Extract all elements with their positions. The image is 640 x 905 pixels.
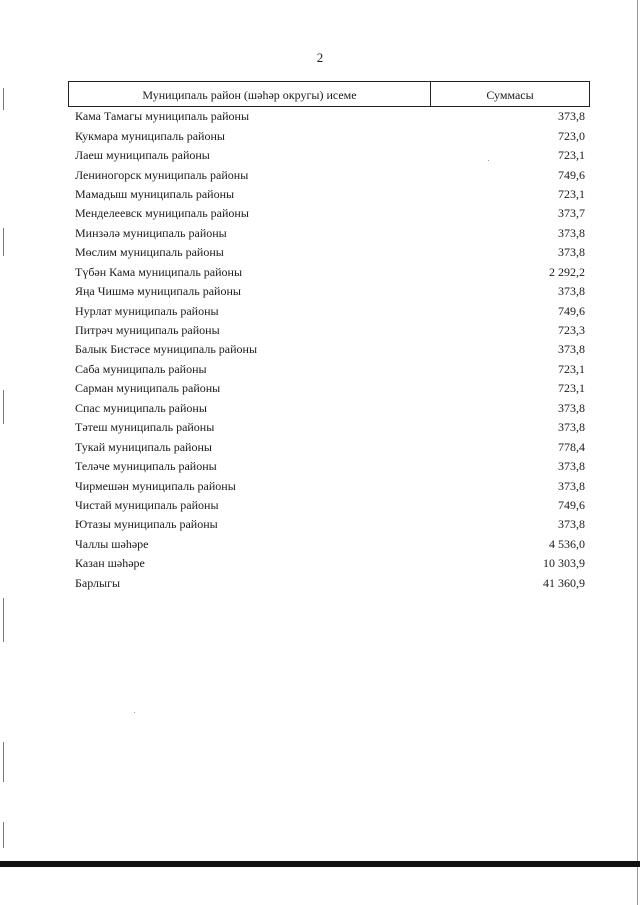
row-name: Теләче муниципаль районы — [75, 459, 217, 474]
table-body — [75, 107, 587, 593]
row-sum: 373,8 — [558, 517, 585, 532]
row-sum: 723,0 — [558, 128, 585, 143]
row-name: Спас муниципаль районы — [75, 400, 207, 415]
table-row — [75, 360, 587, 379]
table-row — [75, 301, 587, 320]
table-row — [75, 204, 587, 223]
table-row — [75, 535, 587, 554]
scan-margin-marks — [0, 0, 8, 905]
scan-mark — [3, 88, 4, 110]
row-sum: 723,3 — [558, 323, 585, 338]
scan-mark — [3, 742, 4, 782]
row-sum: 10 303,9 — [543, 556, 585, 571]
table-row — [75, 340, 587, 359]
row-name: Нурлат муниципаль районы — [75, 303, 219, 318]
row-name: Мамадыш муниципаль районы — [75, 186, 235, 201]
table-row — [75, 126, 587, 145]
table-row — [75, 263, 587, 282]
table-row — [75, 224, 587, 243]
row-sum: 749,6 — [558, 497, 585, 512]
row-name: Казан шәһәре — [75, 556, 145, 571]
scan-bottom-edge — [0, 861, 640, 867]
row-sum: 723,1 — [558, 186, 585, 201]
row-name: Чирмешән муниципаль районы — [75, 478, 236, 493]
row-sum: 41 360,9 — [543, 575, 585, 590]
row-sum: 723,1 — [558, 148, 585, 163]
row-sum: 749,6 — [558, 167, 585, 182]
row-sum: 373,8 — [558, 245, 585, 260]
scan-mark — [3, 390, 4, 424]
row-sum: 373,8 — [558, 284, 585, 299]
row-name: Чаллы шәһәре — [75, 536, 149, 551]
table-row — [75, 282, 587, 301]
table-row — [75, 437, 587, 456]
scan-mark — [3, 228, 4, 256]
table-row — [75, 107, 587, 126]
row-sum: 749,6 — [558, 303, 585, 318]
table-row — [75, 457, 587, 476]
table-row — [75, 515, 587, 534]
row-name: Балык Бистәсе муниципаль районы — [75, 342, 258, 357]
table-row — [75, 321, 587, 340]
row-name: Менделеевск муниципаль районы — [75, 206, 249, 221]
table-row — [75, 165, 587, 184]
row-sum: 373,8 — [558, 225, 585, 240]
table-row — [75, 476, 587, 495]
table-row — [75, 243, 587, 262]
row-name: Яңа Чишмә муниципаль районы — [75, 284, 241, 299]
row-sum: 373,8 — [558, 400, 585, 415]
row-name: Мөслим муниципаль районы — [75, 245, 224, 260]
table-row — [75, 496, 587, 515]
table-row — [75, 146, 587, 165]
row-sum: 723,1 — [558, 361, 585, 376]
row-sum: 373,8 — [558, 420, 585, 435]
table-row — [75, 418, 587, 437]
row-sum: 723,1 — [558, 381, 585, 396]
table-row — [75, 554, 587, 573]
row-name: Питрәч муниципаль районы — [75, 323, 220, 338]
row-sum: 373,8 — [558, 478, 585, 493]
row-name: Саба муниципаль районы — [75, 361, 207, 376]
row-name: Чистай муниципаль районы — [75, 497, 219, 512]
scan-speck — [134, 712, 135, 713]
row-name: Барлыгы — [75, 575, 121, 590]
table-row — [75, 379, 587, 398]
row-name: Тукай муниципаль районы — [75, 439, 212, 454]
row-name: Кама Тамагы муниципаль районы — [75, 109, 250, 124]
row-name: Түбән Кама муниципаль районы — [75, 264, 243, 279]
row-sum: 4 536,0 — [549, 536, 585, 551]
row-sum: 373,8 — [558, 109, 585, 124]
scan-mark — [3, 598, 4, 642]
table-row — [75, 185, 587, 204]
row-name: Лениногорск муниципаль районы — [75, 167, 249, 182]
row-name: Кукмара муниципаль районы — [75, 128, 225, 143]
page-number: 2 — [316, 50, 324, 65]
row-name: Тәтеш муниципаль районы — [75, 420, 215, 435]
row-name: Лаеш муниципаль районы — [75, 148, 210, 163]
header-name-column: Муниципаль район (шәһәр округы) исеме — [69, 82, 431, 106]
row-name: Минзәлә муниципаль районы — [75, 225, 227, 240]
row-sum: 373,8 — [558, 342, 585, 357]
row-sum: 778,4 — [558, 439, 585, 454]
table-header — [68, 81, 590, 107]
table-row — [75, 399, 587, 418]
row-name: Ютазы муниципаль районы — [75, 517, 218, 532]
row-sum: 373,8 — [558, 459, 585, 474]
scan-mark — [3, 822, 4, 848]
row-name: Сарман муниципаль районы — [75, 381, 221, 396]
header-sum-column: Суммасы — [486, 87, 534, 102]
table-row — [75, 574, 587, 593]
scan-right-edge — [637, 0, 638, 905]
row-sum: 2 292,2 — [549, 264, 585, 279]
row-sum: 373,7 — [558, 206, 585, 221]
